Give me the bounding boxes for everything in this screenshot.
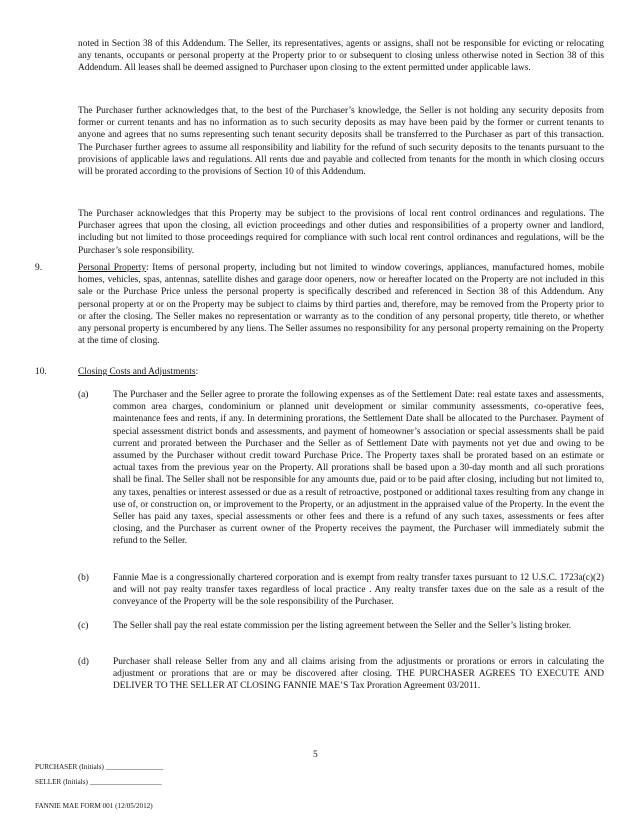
- section-9-number: 9.: [35, 263, 43, 273]
- page-number: 5: [313, 750, 318, 760]
- section-10-title: Closing Costs and Adjustments:: [78, 367, 199, 377]
- section-9-body: [78, 262, 604, 347]
- item-c-letter: (c): [78, 621, 89, 631]
- seller-initials: SELLER (Initials) ____________________: [35, 778, 162, 786]
- item-d-text: Purchaser shall release Seller from any and all claims arising from the adjustments or prorations or errors in calculating the adjustment or prorations that are or may be discovered after closing. THE PURCHASER AGREES TO EXECUTE AND DELIVER TO THE SELLER AT CLOSING FANNIE MAE’S Tax Proration Agreement 03/2011.: [113, 657, 604, 692]
- item-b-text: Fannie Mae is a congressionally chartered corporation and is exempt from realty transfer taxes pursuant to 12 U.S.C. 1723a(c)(2) and will not pay realty transfer taxes regardless of local practice . Any realty transfer taxes due on the sale as a result of the conveyance of the Property will be the sole responsibility of the Purchaser.: [113, 573, 604, 608]
- form-identifier: FANNIE MAE FORM 001 (12/05/2012): [35, 802, 153, 810]
- item-b-letter: (b): [78, 573, 89, 583]
- section-10-number: 10.: [35, 367, 47, 377]
- item-c-text: The Seller shall pay the real estate commission per the listing agreement between the Seller and the Seller’s listing broker.: [113, 621, 572, 631]
- purchaser-initials: PURCHASER (Initials) ________________: [35, 763, 164, 771]
- intro-paragraph-1: noted in Section 38 of this Addendum. The Seller, its representatives, agents or assigns, shall not be responsible for evicting or relocating any tenants, occupants or personal property at the Property prior to or subsequent to closing unless otherwise noted in Section 38 of this Addendum. All leases shall be deemed assigned to Purchaser upon closing to the extent permitted under applicable laws.: [78, 39, 604, 74]
- item-a-letter: (a): [78, 390, 89, 400]
- section-9-text: : Items of personal property, including but not limited to window coverings, appliances, manufactured homes, mobile homes, vehicles, spas, antennas, satellite dishes and garage door openers, now or hereafter located on the Property are not included in this sale or the Purchase Price unless the personal property is specifically described and referenced in Section 38 of this Addendum. Any personal property at or on the Property may be subject to claims by third parties and, therefore, may be removed from the Property prior to or after the closing. The Seller makes no representation or warranty as to the condition of any personal property, title thereto, or whether any personal property is encumbered by any liens. The Seller assumes no responsibility for any personal property remaining on the Property at the time of closing.: [78, 263, 604, 347]
- section-10-heading: Closing Costs and Adjustments: [78, 367, 196, 377]
- intro-paragraph-3: The Purchaser acknowledges that this Property may be subject to the provisions of local rent control ordinances and regulations. The Purchaser agrees that upon the closing, all eviction proceedings and other duties and responsibilities of a property owner and landlord, including but not limited to those proceedings required for compliance with such local rent control ordinances and regulations, will be the Purchaser’s sole responsibility.: [78, 209, 604, 256]
- item-d-letter: (d): [78, 657, 89, 667]
- item-a-text: The Purchaser and the Seller agree to prorate the following expenses as of the Settlement Date: real estate taxes and assessments, common area charges, condominium or planned unit development or similar community assessments, co-operative fees, maintenance fees and rents, if any. In determining prorations, the Settlement Date shall be allocated to the Purchaser. Payment of special assessment district bonds and assessments, and payment of homeowner’s association or special assessments shall be paid current and prorated between the Purchaser and the Seller as of Settlement Date with payments not yet due and owing to be assumed by the Purchaser without credit toward Purchase Price. The Property taxes shall be prorated based on an estimate or actual taxes from the previous year on the Property. All prorations shall be based upon a 30-day month and all such prorations shall be final. The Seller shall not be responsible for any amounts due, paid or to be paid after closing, including but not limited to, any taxes, penalties or interest assessed or due as a result of retroactive, postponed or additional taxes resulting from any change in use of, or construction on, or improvement to the Property, or an adjustment in the appraised value of the Property. In the event the Seller has paid any taxes, special assessments or other fees and there is a refund of any such taxes, assessments or fees after closing, and the Purchaser as current owner of the Property receives the payment, the Purchaser will immediately submit the refund to the Seller.: [113, 390, 604, 547]
- section-9-heading: Personal Property: [78, 263, 147, 273]
- intro-paragraph-2: The Purchaser further acknowledges that, to the best of the Purchaser’s knowledge, the Seller is not holding any security deposits from former or current tenants and has no information as to such security deposits as may have been paid by the former or current tenants to anyone and agrees that no sums representing such tenant security deposits shall be transferred to the Purchaser as part of this transaction. The Purchaser further agrees to assume all responsibility and liability for the refund of such security deposits to the tenants pursuant to the provisions of applicable laws and regulations. All rents due and payable and collected from tenants for the month in which closing occurs will be prorated according to the provisions of Section 10 of this Addendum.: [78, 106, 604, 178]
